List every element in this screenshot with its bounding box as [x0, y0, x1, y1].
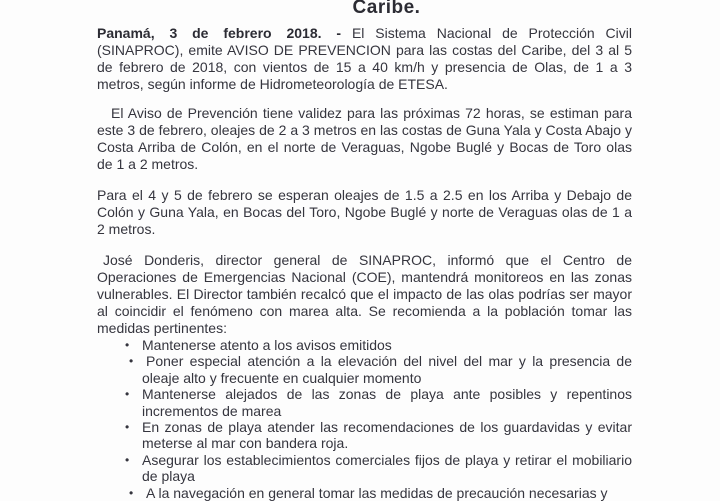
- list-item-text: Poner especial atención a la elevación del nivel del mar y la presencia de oleaje alto y frecuente en cualquier momento: [142, 353, 632, 386]
- bullet-icon: •: [125, 420, 130, 435]
- bullet-icon: •: [129, 354, 134, 369]
- paragraph-validity: El Aviso de Prevención tiene validez para las próximas 72 horas, se estiman para este 3 de febrero, oleajes de 2 a 3 metros en las costas de Guna Yala y Costa Abajo y Costa Arriba de Colón, en el norte de Veraguas, Ngobe Buglé y Bocas de Toro olas de 1 a 2 metros.: [97, 105, 632, 172]
- dateline-body: El Sistema Nacional de Protección Civil (SINAPROC), emite AVISO DE PREVENCION para las costas del Caribe, del 3 al 5 de febrero de 2018, con vientos de 15 a 40 km/h y presencia de Olas, de 1 a 3 metros, según informe de Hidrometeorología de ETESA.: [97, 25, 632, 92]
- paragraph-director-statement: José Donderis, director general de SINAPROC, informó que el Centro de Operaciones de Emergencias Nacional (COE), mantendrá monitoreos en las zonas vulnerables. El Director también recalcó que el impacto de las olas podrías ser mayor al coincidir el fenómeno con marea alta. Se recomienda a la población tomar las medidas pertinentes:: [97, 252, 632, 336]
- dateline-bold: Panamá, 3 de febrero 2018. -: [97, 25, 342, 41]
- document-title-fragment: Caribe.: [352, 0, 421, 18]
- list-item: [97, 485, 632, 501]
- list-item: [97, 419, 632, 452]
- bullet-icon: •: [125, 387, 130, 402]
- list-item: [97, 452, 632, 485]
- bullet-icon: •: [125, 338, 130, 352]
- list-item-text: Mantenerse atento a los avisos emitidos: [142, 337, 392, 353]
- list-item-text: Asegurar los establecimientos comerciales fijos de playa y retirar el mobiliario de playa: [142, 451, 632, 485]
- list-item-text: En zonas de playa atender las recomendaciones de los guardavidas y evitar meterse al mar con bandera roja.: [142, 419, 632, 452]
- list-item-text: Mantenerse alejados de las zonas de playa ante posibles y repentinos incrementos de marea: [142, 386, 632, 419]
- paragraph-dateline: [97, 25, 632, 93]
- bullet-icon: •: [125, 452, 130, 467]
- list-item: [97, 386, 632, 419]
- list-item: [97, 353, 632, 386]
- recommendations-list: [97, 337, 632, 501]
- title-fragment-clip: [97, 0, 632, 18]
- list-item: [97, 337, 632, 353]
- list-item-text: A la navegación en general tomar las medidas de precaución necesarias y: [146, 484, 608, 501]
- paragraph-forecast: Para el 4 y 5 de febrero se esperan oleajes de 1.5 a 2.5 en los Arriba y Debajo de Colón y Guna Yala, en Bocas del Toro, Ngobe Buglé y norte de Veraguas olas de 1 a 2 metros.: [97, 187, 632, 237]
- bullet-icon: •: [129, 485, 134, 500]
